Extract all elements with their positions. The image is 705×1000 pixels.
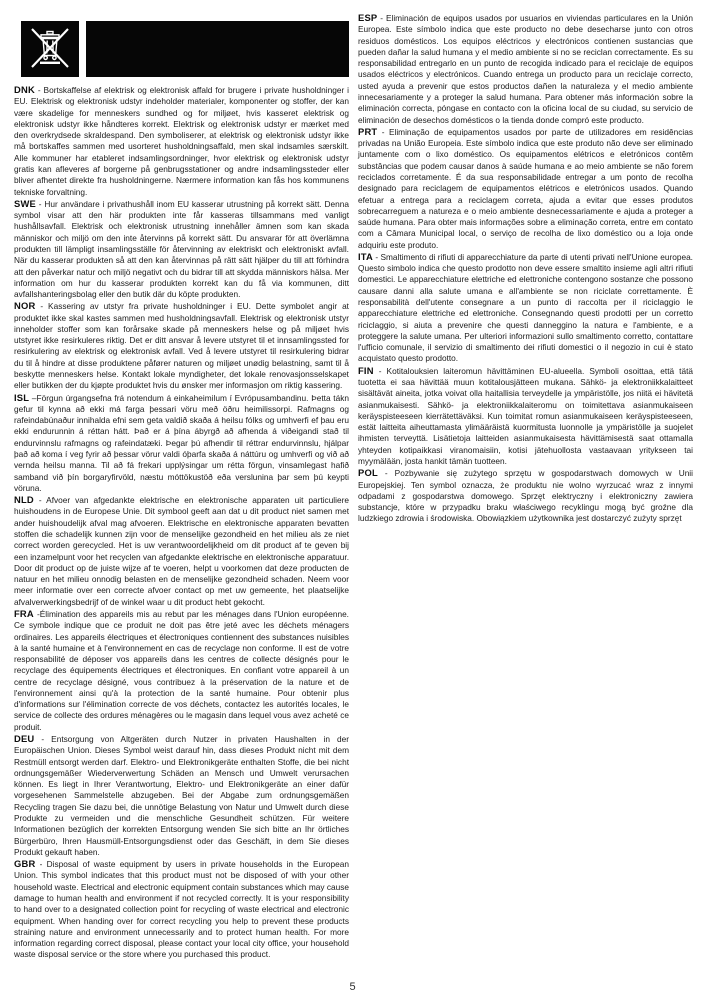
section-text: - Kassering av utstyr fra private husholdninger i EU. Dette symbolet angir at produktet ikke skal kastes sammen med husholdningsavfall. Elektrisk og elektronisk utstyr inneholder stoffer som kan forårsake skade på menneskers helse og på miljøet hvis utstyret ikke resirkuleres riktig. Det er ditt ansvar å levere utstyret til et innsamlingssted for resirkulering av elektrisk og elektronisk avfall. Ved å levere utstyret til resirkulering bidrar du til å hindre at disse produktene påfører naturen og miljøet unødig belastning, samt til å beskytte menneskers helse. Kontakt lokale myndigheter, det lokale renovasjonsselskapet eller butikken der du kjøpte produktet hvis du ønsker mer informasjon om riktig kassering. bbox=[14, 301, 349, 391]
section-pol bbox=[358, 467, 693, 524]
text-columns bbox=[14, 12, 693, 966]
section-text: - Eliminación de equipos usados por usuarios en viviendas particulares en la Unión Europea. Este símbolo indica que este producto no debe desecharse junto con otros residuos domésticos. Los equipos eléctricos y electrónicos contienen sustancias que pueden dañar la salud humana y el medio ambiente si no se reciclan correctamente. Es su responsabilidad entregarlo en un punto de recogida indicado para el reciclaje de equipos usados eléctricos y electrónicos. Cuando entrega un producto para un reciclaje correcto, usted ayuda a prevenir que estos productos dañen la naturaleza y el medio ambiente innecesariamente y a proteger la salud humana. Para obtener más información sobre la eliminación correcta, póngase en contacto con la oficina local de su ciudad, su servicio de eliminación de desechos domésticos o la tienda donde compró este producto. bbox=[358, 13, 693, 125]
section-text: –Förgun úrgangsefna frá notendum á einkaheimilum í Evrópusambandinu. Þetta tákn gefur til kynna að ekki má farga þessari vöru með öðru heimilissorpi. Rafmagns og rafeindabúnaður innihalda efni sem geta valdið skaða á heilsu fólks og umhverfi ef þau eru ekki endurunnin á réttan hátt. Það er á þína ábyrgð að afhenda á viðeigandi stað til endurvinnslu rafmagns og rafeindatæki. Þegar þú afhendir til réttrar endurvinnslu, hjálpar það að koma í veg fyrir að þessar vörur valdi óþarfa skaða á náttúru og umhverfi og við að vernda heilsu manna. Til að fá frekari upplýsingar um rétta förgun, vinsamlegast hafið samband við þín borgaryfirvöld, næstu móttökustöð eða verslunina þar sem þú keypti vöruna. bbox=[14, 392, 349, 493]
section-fra bbox=[14, 608, 349, 733]
lang-code-nld: NLD bbox=[14, 494, 34, 506]
top-black-panel bbox=[86, 21, 349, 77]
crossed-out-wheelie-bin-icon bbox=[28, 27, 72, 71]
section-text: - Hur användare i privathushåll inom EU kasserar utrustning på korrekt sätt. Denna symbol visar att den här produkten inte får kasseras tillsammans med vanligt hushållsavfall. Elektrisk och elektronisk utrustning innehåller ämnen som kan skada människor och miljö om den inte återvinns på korrekt sätt. Du ansvarar för att överlämna produkten till lämpligt insamlingsställe för återvinning av elektriskt och elektroniskt avfall. När du kasserar produkten så att den kan återvinnas på rätt sätt hjälper du till att förhindra att den påverkar natur och miljö negativt och du bidrar till att skydda människors hälsa. Mer information om hur du kasserar produkten korrekt kan du få via kommunen, ditt avfallshanteringsbolag eller den butik där du köpte produkten. bbox=[14, 198, 349, 300]
lang-code-esp: ESP bbox=[358, 12, 378, 23]
section-gbr bbox=[14, 858, 349, 961]
section-text: - Eliminação de equipamentos usados por parte de utilizadores em residências privadas na União Europeia. Este símbolo indica que este produto não deve ser eliminado juntamente com o lixo doméstico. Os equipamentos elétricos e eletrónicos contêm substâncias que podem causar danos à saúde humana e ao meio ambiente se não forem reciclados corretamente. É da sua responsabilidade entregar a um ponto de recolha designado para reciclagem de equipamentos elétricos e eletrónicos usados. Quando efetuar a entrega para a reciclagem correta, ajuda a evitar que esses produtos sobrecarreguem a natureza e o meio ambiente desnecessariamente e ajuda a proteger a saúde humana. Para obter mais informações sobre a eliminação correta, entre em contato com a Câmara Municipal local, o serviço de recolha de lixo doméstico ou a loja onde adquiriu este produto. bbox=[358, 126, 693, 250]
section-deu bbox=[14, 733, 349, 858]
lang-code-ita: ITA bbox=[358, 250, 374, 262]
weee-symbol-box bbox=[21, 21, 79, 77]
lang-code-fra: FRA bbox=[14, 607, 34, 619]
symbol-row bbox=[21, 21, 349, 77]
section-nld bbox=[14, 494, 349, 608]
lang-code-prt: PRT bbox=[358, 125, 378, 137]
section-esp bbox=[358, 12, 693, 126]
section-isl bbox=[14, 392, 349, 495]
section-text: - Smaltimento di rifiuti di apparecchiature da parte di utenti privati nell'Unione europea. Questo simbolo indica che questo prodotto non deve essere smaltito insieme agli altri rifiuti domestici. Le apparecchiature elettriche ed elettroniche contengono sostanze che possono causare danni alla salute umana e all'ambiente se non riciclate correttamente. È responsabilità dell'utente consegnare a un punto di raccolta per il riciclaggio le apparecchiature elettriche ed elettroniche. Consegnando questi prodotti per un corretto riciclaggio, si aiuta a prevenire che questi danneggino la natura e l'ambiente, e a proteggere la salute umana. Per ulteriori informazioni sullo smaltimento corretto, contattare l'ufficio comunale, il servizio di smaltimento dei rifiuti domestici o il negozio in cui è stato acquistato questo prodotto. bbox=[358, 251, 693, 364]
section-text: - Kotitalouksien laiteromun hävittäminen EU-alueella. Symboli osoittaa, että tätä tuotetta ei saa hävittää muun kotitalousjätteen mukana. Sähkö- ja elektroniikkalaitteet sisältävät aineita, jotka voivat olla haitallisia terveydelle ja ympäristölle, jos niitä ei hävitetä asianmukaisesti. Sähkö- ja elektroniikkalaiteromu on toimitettava asianmukaiseen keräyspisteeseen kierrätettäväksi. Kun toimitat romun asianmukaiseen keräyspisteeseen, estät laitteita aiheuttamasta ylimääräistä kuormitusta luonnolle ja ympäristölle ja suojelet ihmisten terveyttä. Lisätietoja laitteiden asianmukaisesta hävittämisestä saat ottamalla yhteyden kotipaikkasi viranomaisiin, kotisi jätehuollosta vastaavaan yritykseen tai myymälään, josta hankit tämän tuotteen. bbox=[358, 365, 693, 466]
lang-code-dnk: DNK bbox=[14, 84, 35, 95]
section-ita bbox=[358, 251, 693, 365]
section-text: - Pozbywanie się zużytego sprzętu w gospodarstwach domowych w Unii Europejskiej. Ten symbol oznacza, że produktu nie wolno wyrzucać wraz z innymi odpadami z gospodarstwa domowego. Sprzęt elektryczny i elektroniczny zawiera substancje, które w przypadku braku właściwego recyklingu mogą być groźne dla ludzkiego zdrowia i środowiska. Obowiązkiem użytkownika jest dostarczyć zużyty sprzęt bbox=[358, 468, 693, 524]
lang-code-swe: SWE bbox=[14, 197, 36, 209]
section-text: - Entsorgung von Altgeräten durch Nutzer in privaten Haushalten in der Europäischen Union. Dieses Symbol weist darauf hin, dass dieses Produkt nicht mit dem Restmüll entsorgt werden darf. Elektro- und Elektronikgeräte enthalten Stoffe, die bei nicht ordnungsgemäßer Wiederverwertung Schäden an Mensch und Umwelt verursachen können. Es liegt in Ihrer Verantwortung, Elektro- und Elektronikgeräte an einer dafür vorgesehenen Sammelstelle abzugeben. Bei der Abgabe zum ordnungsgemäßen Recycling tragen Sie dazu bei, die unnötige Belastung von Natur und Umwelt durch diese Produkte zu vermeiden und die menschliche Gesundheit schützen. Für weitere Informationen bezüglich der korrekten Entsorgung wenden Sie sich bitte an Ihr örtliches Bürgerbüro, Ihren Hausmüll-Entsorgungsdienst oder das Geschäft, in dem Sie dieses Produkt gekauft haben. bbox=[14, 734, 349, 857]
section-text: - Afvoer van afgedankte elektrische en elektronische apparaten uit particuliere huishoudens in de Europese Unie. Dit symbool geeft aan dat u dit product niet samen met ander huishoudelijk afval mag afvoeren. Elektrische en elektronische apparaten bevatten stoffen die schadelijk kunnen zijn voor de menselijke gezondheid en het milieu als ze niet correct worden gerecycled. Het is uw verantwoordelijkheid om dit product af te geven bij een inzamelpunt voor het recyclen van afgedankte elektrische en elektronische apparatuur. Door dit product op de juiste wijze af te voeren, helpt u voorkomen dat deze producten de natuur en het milieu onnodig belasten en de menselijke gezondheid schaden. Neem voor meer informatie over een correcte afvoer contact op met uw gemeente, het plaatselijke afvalverwerkingsbedrijf of de winkel waar u dit product hebt gekocht. bbox=[14, 495, 349, 607]
section-nor bbox=[14, 300, 349, 391]
section-fin bbox=[358, 365, 693, 468]
lang-code-gbr: GBR bbox=[14, 858, 36, 870]
lang-code-nor: NOR bbox=[14, 300, 36, 312]
section-swe bbox=[14, 198, 349, 301]
section-text: - Disposal of waste equipment by users in private households in the European Union. This symbol indicates that this product must not be disposed of with your other household waste. Electrical and electronic equipment contain substances which may cause damage to human health and environment if not recycled correctly. It is your responsibility to hand over to a designated collection point for recycling of waste electrical and electronic equipment. When handing over for correct recycling you help to prevent these products straining nature and environment unnecessarily and to protect human health. For more information regarding correct disposal, please contact your local city office, your household waste disposal service or the store where you purchased this product. bbox=[14, 859, 349, 960]
section-prt bbox=[358, 126, 693, 251]
section-text: -Élimination des appareils mis au rebut par les ménages dans l'Union européenne. Ce symbole indique que ce produit ne doit pas être jeté avec les déchets ménagers ordinaires. Les appareils électriques et électroniques contiennent des substances nuisibles à la santé humaine et à l'environnement en cas de recyclage non conforme. Il est de votre responsabilité de déposer vos appareils dans les centres de collecte désignés pour le recyclage des équipements électriques et électroniques. En confiant votre appareil à un centre de recyclage désigné, vous contribuez à la préservation de la nature et de l'environnement ainsi qu'à la protection de la santé humaine. Pour obtenir plus d'informations sur l'élimination correcte de vos déchets, contactez les autorités locales, le service de collecte des ordures ménagères ou le magasin dans lequel vous avez acheté ce produit. bbox=[14, 608, 349, 732]
lang-code-pol: POL bbox=[358, 467, 378, 479]
lang-code-deu: DEU bbox=[14, 733, 35, 745]
section-text: - Bortskaffelse af elektrisk og elektronisk affald for brugere i private husholdninger i EU. Elektrisk og elektronisk udstyr indeholder materialer, komponenter og stoffer, der kan være skadelige for menneskers sundhed og for miljøet, hvis kasseret elektrisk og elektronisk udstyr ikke håndteres korrekt. Elektrisk og elektronisk udstyr er mærket med den overkrydsede skraldespand. Den symboliserer, at elektrisk og elektronisk udstyr ikke må bortskaffes sammen med usorteret husholdningsaffald, men skal indsamles særskilt. Alle kommuner har etableret indsamlingsordninger, hvor elektrisk og elektronisk udstyr gratis kan afleveres af borgerne på genbrugsstationer og andre indsamlingssteder eller bliver afhentet direkte fra husholdningerne. Nærmere information kan fås hos kommunens tekniske forvaltning. bbox=[14, 85, 349, 197]
section-dnk bbox=[14, 84, 349, 198]
lang-code-fin: FIN bbox=[358, 364, 374, 376]
page-number: 5 bbox=[349, 981, 356, 993]
lang-code-isl: ISL bbox=[14, 391, 30, 403]
